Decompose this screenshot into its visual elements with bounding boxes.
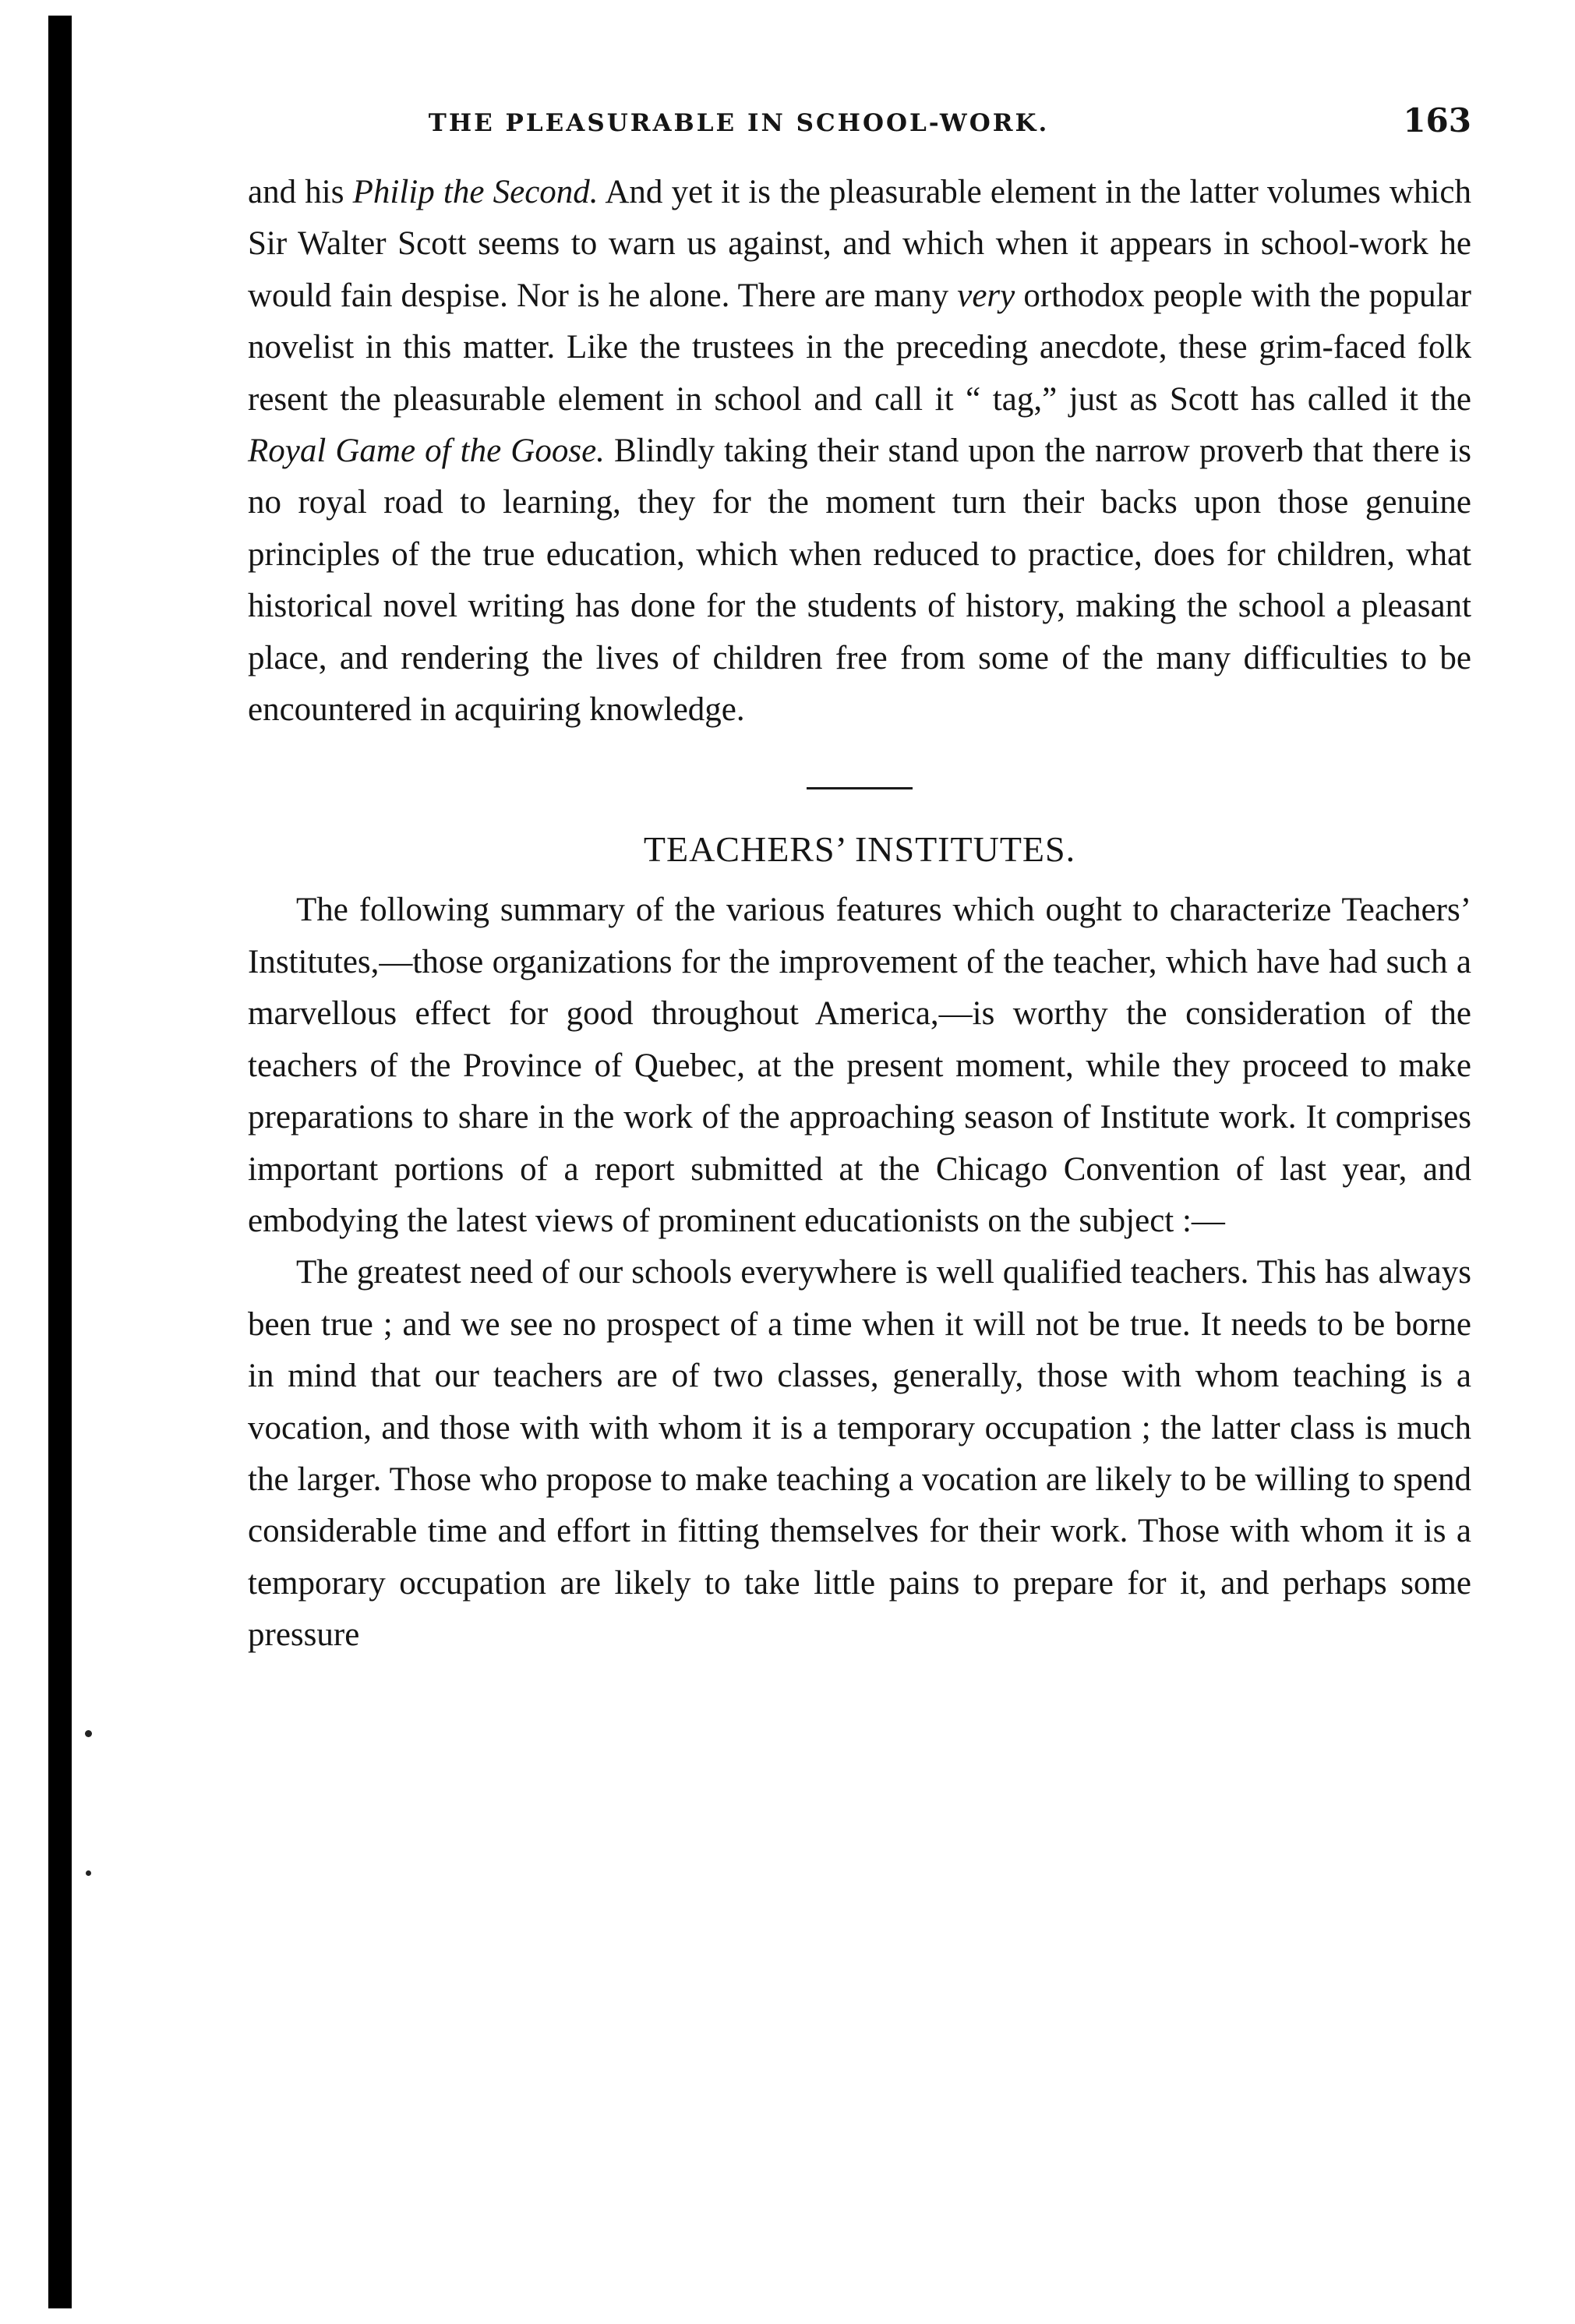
paragraph-continued	[248, 167, 1471, 736]
running-title: THE PLEASURABLE IN SCHOOL-WORK.	[428, 109, 1050, 137]
text-run: Blindly taking their stand upon the narrow proverb that there is no royal road to learning, they for the moment turn their backs upon those genuine principles of the true education, which when reduced to practice, does for children, what historical novel writing has done for the students of history, making the school a pleasant place, and rendering the lives of children free from some of the many difficulties to be encountered in acquiring knowledge.	[248, 433, 1471, 729]
book-page	[248, 94, 1471, 1662]
text-run: And yet it is the pleasurable element in the latter volumes which Sir Walter Scott seems to warn us against, and which when it appears in school-work he would fain despise. Nor is he alone. There are many	[248, 174, 1471, 314]
game-title-italic: Royal Game of the Goose.	[248, 433, 605, 470]
paragraph: The greatest need of our schools everywhere is well qualified teachers. This has always been true ; and we see no prospect of a time when it will not be true. It needs to be borne in mind that our teachers are of two classes, generally, those with whom teaching is a vocation, and those with with whom it is a temporary occupation ; the latter class is much the larger. Those who propose to make teaching a vocation are likely to be willing to spend considerable time and effort in fitting themselves for their work. Those with whom it is a temporary occupation are likely to take little pains to prepare for it, and perhaps some pressure	[248, 1254, 1471, 1654]
book-title-italic: Philip the Second.	[352, 174, 599, 210]
ink-speck	[85, 1730, 92, 1737]
text-run: and his	[248, 174, 353, 210]
running-head	[248, 94, 1471, 148]
text-run: orthodox people with the popular novelist in this matter. Like the trustees in the preceding anecdote, these grim-faced folk resent the pleasurable element in school and call it “ tag,” just as Scott has called it the	[248, 277, 1471, 418]
section-heading: TEACHERS’ INSTITUTES.	[643, 829, 1076, 870]
emphasis-italic: very	[957, 277, 1015, 314]
page-number: 163	[1403, 101, 1471, 140]
ink-speck	[86, 1870, 91, 1876]
binding-edge	[48, 16, 72, 2308]
section-divider	[807, 787, 913, 789]
paragraph: The following summary of the various features which ought to characterize Teachers’ Institutes,—those organizations for the improvement of the teacher, which have had such a marvellous effect for good throughout America,—is worthy the consideration of the teachers of the Province of Quebec, at the present moment, while they proceed to make preparations to share in the work of the approaching season of Institute work. It comprises important portions of a report submitted at the Chicago Convention of last year, and embodying the latest views of prominent educationists on the subject :—	[248, 892, 1471, 1239]
